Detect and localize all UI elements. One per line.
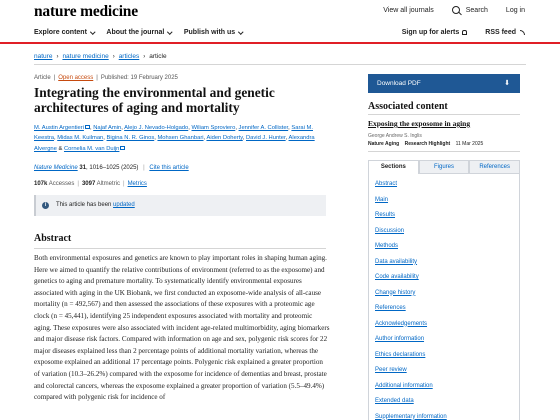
altmetric-count: 3097: [81, 181, 96, 187]
metrics-link[interactable]: Metrics: [127, 181, 147, 187]
associated-divider-bottom: [368, 151, 520, 152]
search-button[interactable]: [452, 6, 488, 14]
published-date: Published: 19 February 2025: [100, 75, 178, 81]
author-link[interactable]: M. Austin Argentieri: [34, 125, 84, 131]
rss-feed-link[interactable]: [485, 29, 525, 36]
sidebar-tabs: [368, 160, 520, 174]
publish-menu[interactable]: [184, 29, 243, 36]
author-link[interactable]: Midas M. Kuilman: [57, 135, 104, 142]
associated-content-heading: Associated content: [368, 101, 448, 112]
author-link[interactable]: Jennifer A. Collister: [238, 125, 289, 131]
chevron-down-icon: [238, 29, 243, 34]
author-link[interactable]: Cornelia M. van Duijn: [63, 145, 120, 152]
search-label: Search: [465, 6, 488, 14]
article-title: Integrating the environmental and genetic architectures of aging and mortality: [34, 85, 275, 115]
download-pdf-label: Download PDF: [377, 80, 421, 87]
section-link[interactable]: Supplementary information: [375, 413, 447, 420]
publish-label: Publish with us: [183, 29, 236, 36]
header-divider: [0, 42, 560, 44]
top-links: [365, 6, 525, 14]
breadcrumb-articles[interactable]: articles: [118, 53, 140, 60]
section-link[interactable]: Extended data: [375, 398, 414, 404]
journal-name-link[interactable]: Nature Medicine: [34, 165, 78, 171]
section-link[interactable]: References: [375, 305, 406, 311]
associated-meta: [368, 141, 483, 147]
citation-line: [34, 165, 189, 171]
altmetric-label: Altmetric: [96, 181, 120, 187]
chevron-down-icon: [90, 29, 95, 34]
explore-content-label: Explore content: [34, 29, 87, 36]
alerts-signup-link[interactable]: [402, 29, 468, 36]
open-access-link[interactable]: Open access: [58, 75, 94, 81]
section-link[interactable]: Discussion: [375, 227, 405, 234]
email-icon[interactable]: [85, 125, 90, 129]
separator: |: [143, 165, 145, 171]
breadcrumb-nature[interactable]: nature: [34, 53, 53, 60]
alerts-label: Sign up for alerts: [401, 29, 460, 36]
breadcrumb-nature-medicine[interactable]: nature medicine: [62, 53, 109, 60]
update-notice: [34, 195, 326, 216]
associated-article-link[interactable]: Exposing the exposome in aging: [368, 119, 471, 128]
associated-journal: Nature Aging: [368, 141, 400, 147]
section-link[interactable]: Acknowledgements: [375, 320, 428, 327]
author-link[interactable]: Mohsen Ghanbari: [157, 135, 204, 142]
article-metrics: 107k Accesses | 3097 Altmetric | Metrics: [34, 181, 147, 187]
breadcrumb-divider: [34, 64, 526, 65]
abstract-divider: [34, 248, 326, 249]
view-all-journals-link[interactable]: View all journals: [383, 6, 434, 14]
section-link[interactable]: Code availability: [375, 274, 419, 280]
rss-icon: [520, 30, 525, 35]
author-list: M. Austin Argentieri , Najaf Amin, Alejo J. Nevado-Holgado, Wiliam Sproviero, Jennifer A. Collister, Sarai M. Keestra, Midas M. Kuilman, Bigina N. R. Ginos, Mohsen Ghanbari, Aiden Doherty, David J. Hunter, Alexandra Alvergne & Cornelia M. van Duijn: [34, 125, 315, 152]
updated-link[interactable]: updated: [113, 202, 135, 208]
author-link[interactable]: Sarai M. Keestra: [34, 125, 313, 142]
login-link[interactable]: Log in: [505, 6, 525, 14]
tab-figures[interactable]: Figures: [419, 160, 470, 174]
about-journal-menu[interactable]: [106, 29, 171, 36]
abstract-heading: Abstract: [34, 233, 72, 244]
breadcrumb-separator: ›: [143, 53, 146, 60]
section-link[interactable]: Peer review: [375, 367, 407, 373]
section-link[interactable]: Author information: [375, 336, 425, 342]
associated-divider: [368, 114, 520, 115]
author-link[interactable]: Aiden Doherty: [206, 135, 243, 142]
section-link[interactable]: Results: [375, 212, 396, 218]
info-icon: i: [42, 202, 49, 209]
tab-sections[interactable]: Sections: [368, 160, 419, 174]
email-icon[interactable]: [120, 146, 125, 150]
pages: , 1016–1025 (2025): [86, 165, 139, 171]
journal-logo[interactable]: nature medicine: [34, 3, 138, 20]
associated-author: George Andrew S. Inglis: [368, 133, 422, 139]
associated-type: Research Highlight: [404, 141, 451, 147]
tab-references[interactable]: References: [469, 160, 520, 174]
search-icon: [452, 6, 460, 14]
rss-label: RSS feed: [485, 29, 516, 36]
section-link[interactable]: Methods: [375, 243, 399, 249]
article-type: Article: [34, 75, 51, 81]
bell-icon: [462, 30, 467, 35]
author-link[interactable]: Najaf Amin: [93, 125, 122, 131]
accesses-count: 107k: [34, 181, 48, 187]
breadcrumb-separator: ›: [56, 53, 59, 60]
author-link[interactable]: David J. Hunter: [246, 135, 286, 142]
author-link[interactable]: Bigina N. R. Ginos: [106, 135, 155, 142]
top-bar: [0, 0, 560, 22]
section-link[interactable]: Main: [375, 196, 389, 203]
author-link[interactable]: Wiliam Sproviero: [191, 125, 236, 131]
main-nav: [0, 25, 560, 42]
download-pdf-button[interactable]: [368, 74, 520, 93]
author-link[interactable]: Alexandra Alvergne: [34, 135, 315, 152]
section-link[interactable]: Data availability: [375, 258, 418, 265]
volume: 31: [79, 165, 87, 171]
author-link[interactable]: Alejo J. Nevado-Holgado: [124, 125, 189, 131]
update-text: This article has been: [56, 202, 112, 208]
explore-content-menu[interactable]: [34, 29, 94, 36]
sections-list: [368, 174, 520, 420]
breadcrumb-separator: ›: [112, 53, 115, 60]
section-link[interactable]: Ethics declarations: [375, 351, 426, 358]
chevron-down-icon: [168, 29, 173, 34]
section-link[interactable]: Change history: [375, 289, 416, 296]
associated-date: 11 Mar 2025: [455, 141, 484, 147]
breadcrumb: [34, 53, 167, 60]
abstract-text: Both environmental exposures and genetics are known to play important roles in shaping human aging. Here we aimed to quantify the relative contributions of environment (referred to as the exposome) and genetics to aging and premature mortality. To systematically identify environmental exposures associated with aging in the UK Biobank, we first conducted an exposome-wide analysis of all-cause mortality (n = 492,567) and then assessed the associations of these exposures with a proteomic age clock (n = 45,441), identifying 25 independent exposures associated with mortality and proteomic aging. These exposures were also associated with incident age-related multimorbidity, aging biomarkers and major disease risk factors. Compared with information on age and sex, polygenic risk scores for 22 major diseases explained less than 2 percentage points of additional mortality variation, whereas the exposome explained an additional 17 percentage points. Polygenic risk explained a greater proportion of variation (10.3–26.2%) compared with the exposome for incidence of dementias and breast, prostate and colorectal cancers, whereas the exposome explained a greater proportion of variation (5.5–49.4%) compared with polygenic risk for incidence of: [34, 254, 330, 402]
breadcrumb-current: article: [149, 53, 167, 60]
cite-article-link[interactable]: Cite this article: [149, 165, 189, 171]
about-journal-label: About the journal: [106, 29, 165, 36]
accesses-label: Accesses: [48, 181, 75, 187]
download-icon: ⬇: [504, 80, 510, 87]
section-link[interactable]: Additional information: [375, 382, 433, 389]
article-meta: Article | Open access | Published: 19 February 2025: [34, 75, 178, 81]
section-link[interactable]: Abstract: [375, 181, 398, 187]
